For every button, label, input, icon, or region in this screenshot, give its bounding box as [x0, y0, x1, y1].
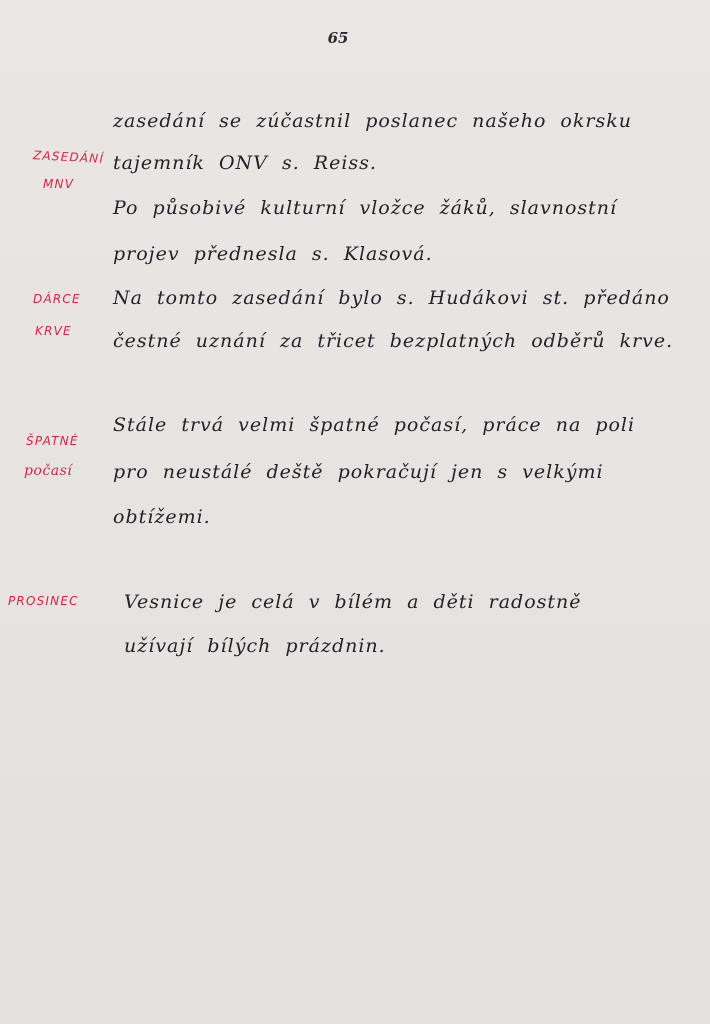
text-line: užívají bílých prázdnin. [124, 635, 386, 657]
text-line: obtížemi. [113, 506, 211, 528]
page-number: 65 [327, 29, 349, 47]
margin-note-prosinec: PROSINEC [8, 594, 79, 608]
margin-note-mnv: MNV [43, 177, 75, 191]
text-line: tajemník ONV s. Reiss. [113, 152, 377, 174]
margin-note-darce: DÁRCE [33, 292, 81, 306]
text-line: projev přednesla s. Klasová. [113, 243, 433, 265]
text-line: Vesnice je celá v bílém a děti radostně [124, 591, 582, 613]
margin-note-krve: KRVE [35, 324, 72, 338]
text-line: zasedání se zúčastnil poslanec našeho okrsku [113, 110, 632, 132]
margin-note-pocasi: počasí [24, 463, 73, 479]
text-line: Na tomto zasedání bylo s. Hudákovi st. předáno [113, 287, 670, 309]
text-line: pro neustálé deště pokračují jen s velkými [113, 461, 604, 483]
text-line: Po působivé kulturní vložce žáků, slavnostní [113, 197, 618, 219]
margin-note-zasedani: ZASEDÁNÍ [32, 148, 105, 166]
text-line: Stále trvá velmi špatné počasí, práce na poli [113, 414, 636, 436]
margin-note-spatne: ŠPATNÉ [26, 434, 79, 448]
text-line: čestné uznání za třicet bezplatných odběrů krve. [113, 330, 674, 352]
